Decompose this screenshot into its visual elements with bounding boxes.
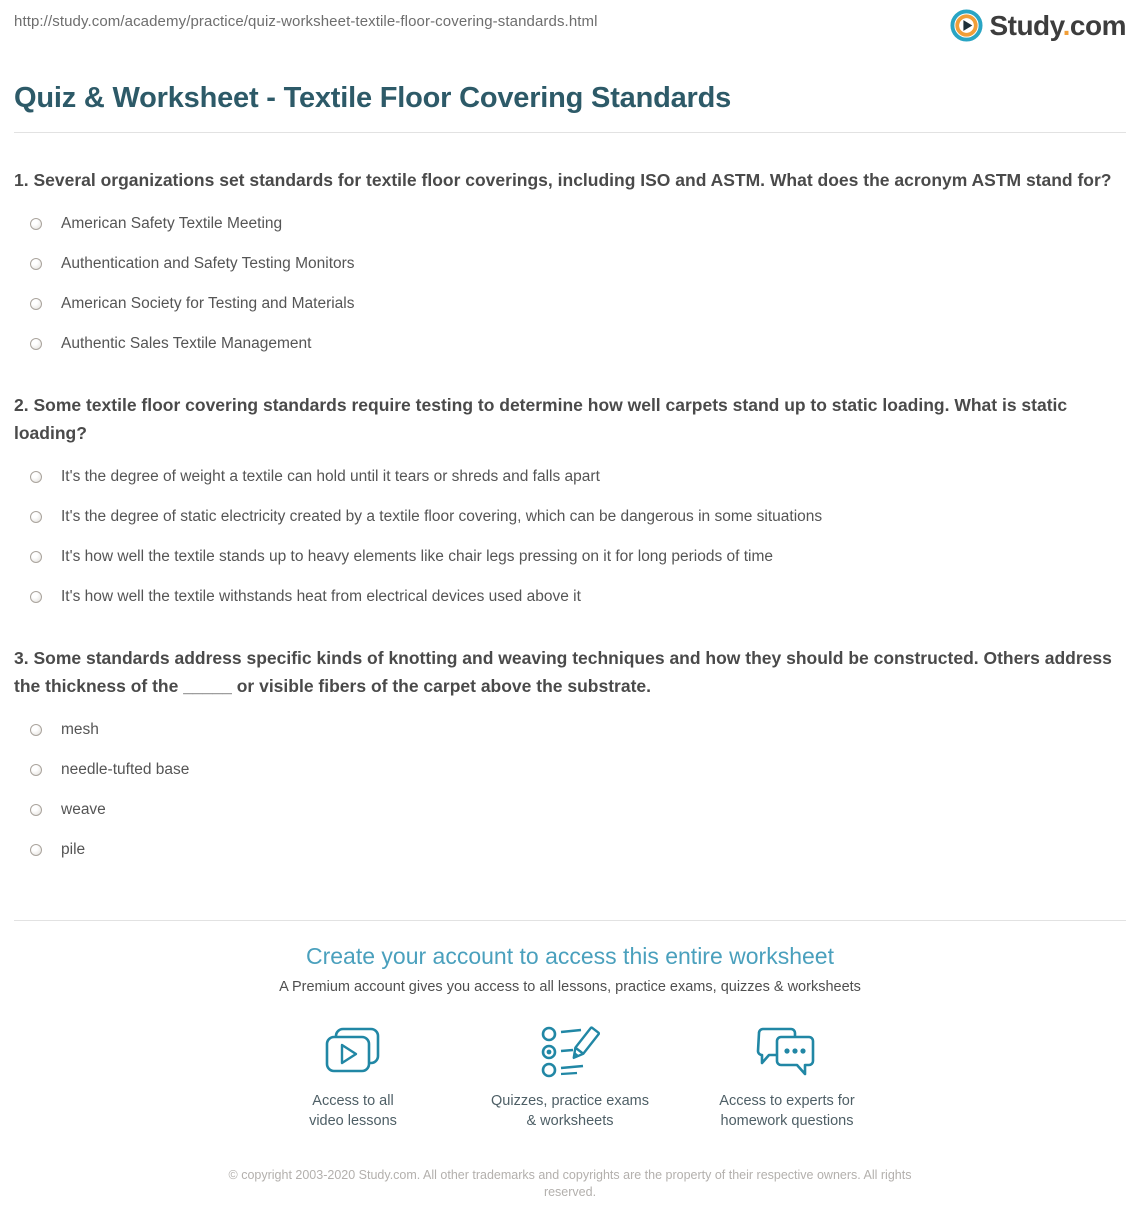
option-label[interactable]: Authentication and Safety Testing Monitors <box>61 255 355 272</box>
radio-button[interactable] <box>30 258 42 270</box>
radio-button[interactable] <box>30 844 42 856</box>
radio-button[interactable] <box>30 551 42 563</box>
question-3-option-1[interactable] <box>14 710 1126 750</box>
question-1-option-2[interactable] <box>14 244 1126 284</box>
studycom-logo[interactable] <box>950 9 1126 42</box>
option-label[interactable]: pile <box>61 841 86 858</box>
studycom-logo-text: Study.com <box>989 9 1126 41</box>
question-1-options <box>14 204 1126 364</box>
feature-label: Access to all video lessons <box>309 1093 397 1129</box>
question-2-options <box>14 457 1126 617</box>
question-2-option-4[interactable] <box>14 577 1126 617</box>
studycom-logo-icon <box>950 9 983 42</box>
option-label[interactable]: It's how well the textile stands up to heavy elements like chair legs pressing on it for long periods of time <box>61 548 774 565</box>
quizzes-worksheets-icon <box>462 1023 679 1081</box>
page-header <box>14 0 1126 42</box>
feature-label: Quizzes, practice exams & worksheets <box>491 1093 649 1129</box>
features-row <box>14 1023 1126 1131</box>
title-divider <box>14 132 1126 133</box>
radio-button[interactable] <box>30 298 42 310</box>
copyright-text: © copyright 2003-2020 Study.com. All other trademarks and copyrights are the property of their respective owners. All rights reserved. <box>228 1168 912 1199</box>
option-label[interactable]: It's the degree of static electricity created by a textile floor covering, which can be dangerous in some situations <box>61 508 823 525</box>
question-1 <box>14 166 1126 364</box>
question-1-text: 1. Several organizations set standards for textile floor coverings, including ISO and ASTM. What does the acronym ASTM stand for? <box>14 170 1112 190</box>
question-1-option-3[interactable] <box>14 284 1126 324</box>
feature-label: Access to experts for homework questions <box>719 1093 855 1129</box>
feature-quizzes-worksheets <box>462 1023 679 1131</box>
option-label[interactable]: weave <box>61 801 106 818</box>
cta-divider <box>14 920 1126 921</box>
question-3 <box>14 644 1126 870</box>
option-label[interactable]: It's how well the textile withstands heat from electrical devices used above it <box>61 588 581 605</box>
radio-button[interactable] <box>30 511 42 523</box>
question-2-option-2[interactable] <box>14 497 1126 537</box>
option-label[interactable]: mesh <box>61 721 99 738</box>
question-2-text: 2. Some textile floor covering standards require testing to determine how well carpets stand up to static loading. What is static loading? <box>14 395 1068 443</box>
question-1-option-4[interactable] <box>14 324 1126 364</box>
question-3-option-4[interactable] <box>14 830 1126 870</box>
option-label[interactable]: American Safety Textile Meeting <box>61 215 283 232</box>
page-title: Quiz & Worksheet - Textile Floor Covering Standards <box>14 82 732 114</box>
question-2-option-3[interactable] <box>14 537 1126 577</box>
feature-homework-experts <box>679 1023 896 1131</box>
radio-button[interactable] <box>30 338 42 350</box>
question-3-option-2[interactable] <box>14 750 1126 790</box>
option-label[interactable]: It's the degree of weight a textile can hold until it tears or shreds and falls apart <box>61 468 600 485</box>
page-url: http://study.com/academy/practice/quiz-worksheet-textile-floor-covering-standards.html <box>14 13 598 30</box>
radio-button[interactable] <box>30 764 42 776</box>
feature-video-lessons <box>245 1023 462 1131</box>
radio-button[interactable] <box>30 218 42 230</box>
radio-button[interactable] <box>30 804 42 816</box>
radio-button[interactable] <box>30 591 42 603</box>
radio-button[interactable] <box>30 724 42 736</box>
video-lessons-icon <box>245 1023 462 1081</box>
question-2 <box>14 391 1126 617</box>
option-label[interactable]: American Society for Testing and Materials <box>61 295 355 312</box>
question-3-options <box>14 710 1126 870</box>
question-3-option-3[interactable] <box>14 790 1126 830</box>
option-label[interactable]: needle-tufted base <box>61 761 190 778</box>
cta-heading: Create your account to access this entire worksheet <box>306 943 834 969</box>
question-1-option-1[interactable] <box>14 204 1126 244</box>
question-2-option-1[interactable] <box>14 457 1126 497</box>
radio-button[interactable] <box>30 471 42 483</box>
cta-subheading: A Premium account gives you access to all lessons, practice exams, quizzes & worksheets <box>279 979 861 995</box>
cta-section <box>14 943 1126 995</box>
option-label[interactable]: Authentic Sales Textile Management <box>61 335 312 352</box>
chat-experts-icon <box>679 1023 896 1081</box>
question-3-text: 3. Some standards address specific kinds of knotting and weaving techniques and how they should be constructed. Others address the thickness of the _____ or visible fibers of the carpet above the substrate. <box>14 648 1112 696</box>
